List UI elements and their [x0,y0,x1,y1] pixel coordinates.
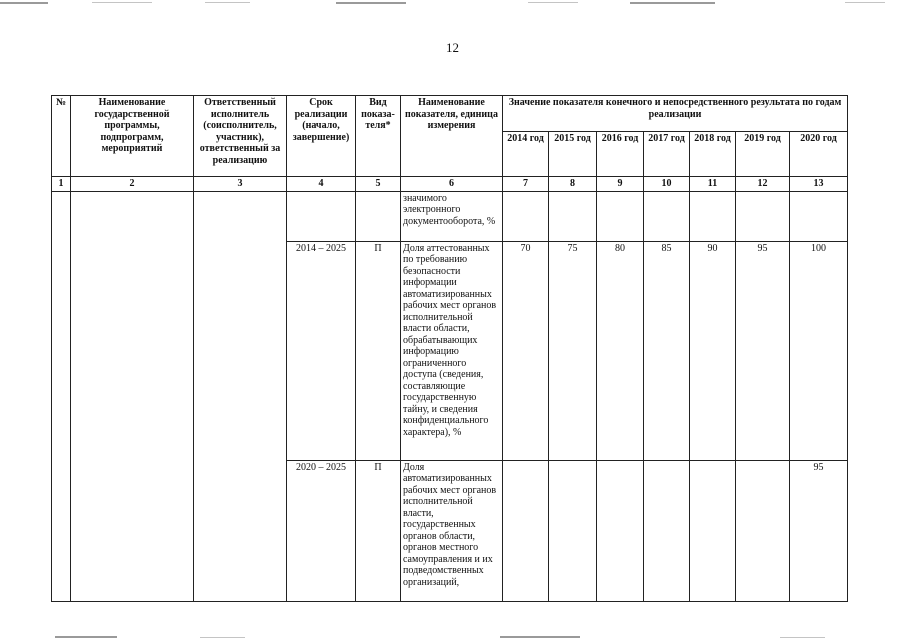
cell-period [287,191,356,241]
cell-kind [356,191,401,241]
cell-value [790,191,848,241]
cell-value: 75 [549,241,597,460]
cell-indicator: Доля аттестованных по требованию безопасности информации автоматизированных рабочих мест органов исполнительной власти области, обрабатывающих информацию ограниченного доступа (сведения, составляющие государственную тайну, и сведения конфиденциального характера), % [401,241,503,460]
header-values-group: Значение показателя конечного и непосредственного результата по годам реализации [503,96,848,132]
cell-executor [194,191,287,601]
cell-value: 90 [690,241,736,460]
header-indicator: Наименование показателя, единица измерения [401,96,503,177]
header-num: № [52,96,71,177]
column-number: 2 [71,177,194,192]
program-indicators-table [51,95,848,602]
scan-edge-mark [92,2,152,3]
table-row [52,191,848,241]
header-program: Наименование государственной программы, подпрограмм, мероприятий [71,96,194,177]
cell-program [71,191,194,601]
scan-edge-mark [845,2,885,3]
column-number: 1 [52,177,71,192]
header-year: 2014 год [503,132,549,177]
column-number: 4 [287,177,356,192]
scan-edge-mark [200,637,245,638]
cell-value [549,460,597,601]
cell-value [597,460,644,601]
header-year: 2020 год [790,132,848,177]
column-number: 5 [356,177,401,192]
column-number: 10 [644,177,690,192]
cell-period: 2014 – 2025 [287,241,356,460]
cell-value [597,191,644,241]
cell-value: 80 [597,241,644,460]
header-year: 2016 год [597,132,644,177]
cell-value [736,460,790,601]
column-number: 12 [736,177,790,192]
cell-value: 95 [790,460,848,601]
page-number: 12 [446,40,459,55]
scan-edge-mark [528,2,578,3]
header-kind: Вид показа-теля* [356,96,401,177]
scan-edge-mark [205,2,250,3]
cell-value [503,191,549,241]
scan-edge-mark [0,2,48,4]
scan-edge-mark [780,637,825,638]
cell-num [52,191,71,601]
cell-value: 85 [644,241,690,460]
table-body [52,191,848,601]
column-number-row [52,177,848,192]
cell-value [736,191,790,241]
cell-value: 100 [790,241,848,460]
cell-value [644,460,690,601]
cell-kind: П [356,241,401,460]
scan-edge-mark [336,2,406,4]
column-number: 11 [690,177,736,192]
column-number: 3 [194,177,287,192]
cell-indicator: значимого электронного документооборота, % [401,191,503,241]
cell-value [690,191,736,241]
header-period: Срок реализации (начало, завершение) [287,96,356,177]
scan-edge-mark [500,636,580,638]
cell-kind: П [356,460,401,601]
cell-period: 2020 – 2025 [287,460,356,601]
cell-value: 95 [736,241,790,460]
header-year: 2019 год [736,132,790,177]
column-number: 9 [597,177,644,192]
column-number: 13 [790,177,848,192]
header-executor: Ответственный исполнитель (соисполнитель, участник), ответственный за реализацию [194,96,287,177]
column-number: 7 [503,177,549,192]
cell-indicator: Доля автоматизированных рабочих мест органов исполнительной власти, государственных органов области, органов местного самоуправления и их подведомственных организаций, [401,460,503,601]
column-number: 6 [401,177,503,192]
table-header [52,96,848,192]
cell-value [690,460,736,601]
cell-value [549,191,597,241]
column-number: 8 [549,177,597,192]
header-year: 2017 год [644,132,690,177]
cell-value [503,460,549,601]
scan-edge-mark [630,2,715,4]
scan-edge-mark [55,636,117,638]
cell-value [644,191,690,241]
header-year: 2018 год [690,132,736,177]
header-year: 2015 год [549,132,597,177]
cell-value: 70 [503,241,549,460]
